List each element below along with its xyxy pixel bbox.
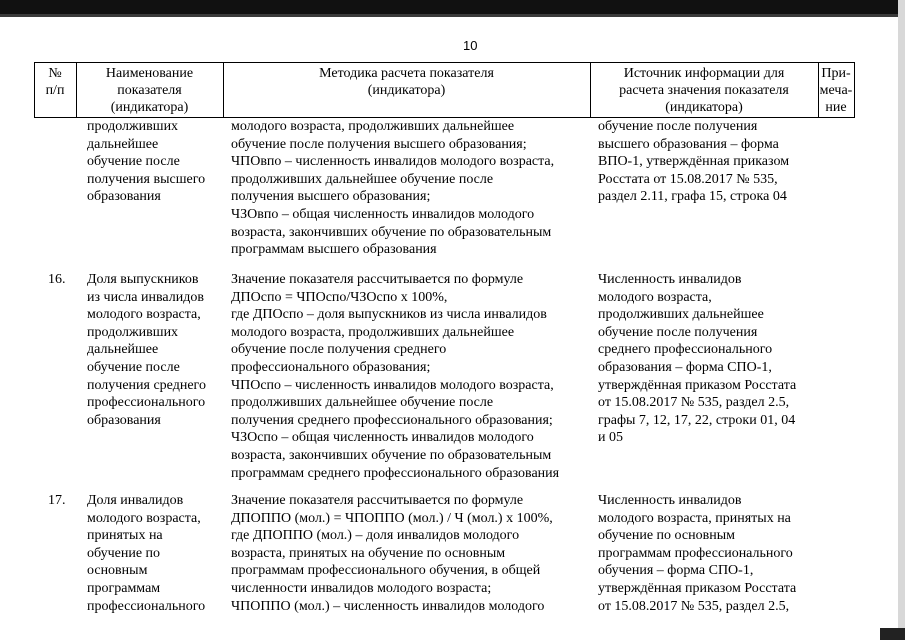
header-note: При- меча- ние (819, 66, 853, 115)
row-number: 17. (48, 493, 66, 508)
scan-right-border (898, 0, 905, 640)
row-method: Значение показателя рассчитывается по формуле ДПОспо = ЧПОспо/ЧЗОспо х 100%, где ДПОспо – доля выпускников из числа инвалидов молодого возраста, продолживших дальнейшее обучение после получения среднего профессионального образования; ЧПОспо – численность инвалидов молодого возраста, продолживших дальнейшее обучение после получения среднего профессионального образования; ЧЗОспо – общая численность инвалидов молодого возраста, закончивших обучение по образовательным программам среднего профессионального образования (231, 272, 560, 481)
page-number: 10 (463, 38, 478, 53)
row-method: молодого возраста, продолживших дальнейшее обучение после получения высшего образования; ЧПОвпо – численность инвалидов молодого возраста, продолживших дальнейшее обучение после получения высшего образования; ЧЗОвпо – общая численность инвалидов молодого возраста, закончивших обучение по образовательным программам высшего образования (231, 119, 555, 258)
row-indicator-name: Доля инвалидов молодого возраста, принятых на обучение по основным программам профессионального (87, 493, 206, 614)
row-source: Численность инвалидов молодого возраста, принятых на обучение по основным программам профессионального обучения – форма СПО-1, утверждённая приказом Росстата от 15.08.2017 № 535, раздел 2.5, (598, 493, 797, 614)
scan-top-edge (0, 14, 905, 17)
header-method: Методика расчета показателя (индикатора) (319, 66, 494, 98)
header-source: Источник информации для расчета значения показателя (индикатора) (619, 66, 789, 115)
row-source: обучение после получения высшего образования – форма ВПО-1, утверждённая приказом Росстата от 15.08.2017 № 535, раздел 2.11, графа 15, строка 04 (598, 119, 790, 205)
row-indicator-name: продолживших дальнейшее обучение после получения высшего образования (87, 119, 206, 205)
row-source: Численность инвалидов молодого возраста, продолживших дальнейшее обучение после получения среднего профессионального образования – форма СПО-1, утверждённая приказом Росстата от 15.08.2017 № 535, раздел 2.5, графы 7, 12, 17, 22, строки 01, 04 и 05 (598, 272, 797, 446)
header-number: № п/п (45, 66, 65, 98)
header-right-border (854, 62, 855, 118)
header-indicator-name: Наименование показателя (индикатора) (105, 66, 194, 115)
row-method: Значение показателя рассчитывается по формуле ДПОППО (мол.) = ЧПОППО (мол.) / Ч (мол.) х 100%, где ДПОППО (мол.) – доля инвалидов молодого возраста, принятых на обучение по основным программам профессионального обучения, в общей численности инвалидов молодого возраста; ЧПОППО (мол.) – численность инвалидов молодого (231, 493, 553, 614)
scan-bottom-corner (880, 628, 905, 640)
row-number: 16. (48, 272, 66, 287)
row-indicator-name: Доля выпускников из числа инвалидов молодого возраста, продолживших дальнейшее обучение после получения среднего профессионального образования (87, 272, 206, 428)
header-top-border (34, 62, 854, 63)
